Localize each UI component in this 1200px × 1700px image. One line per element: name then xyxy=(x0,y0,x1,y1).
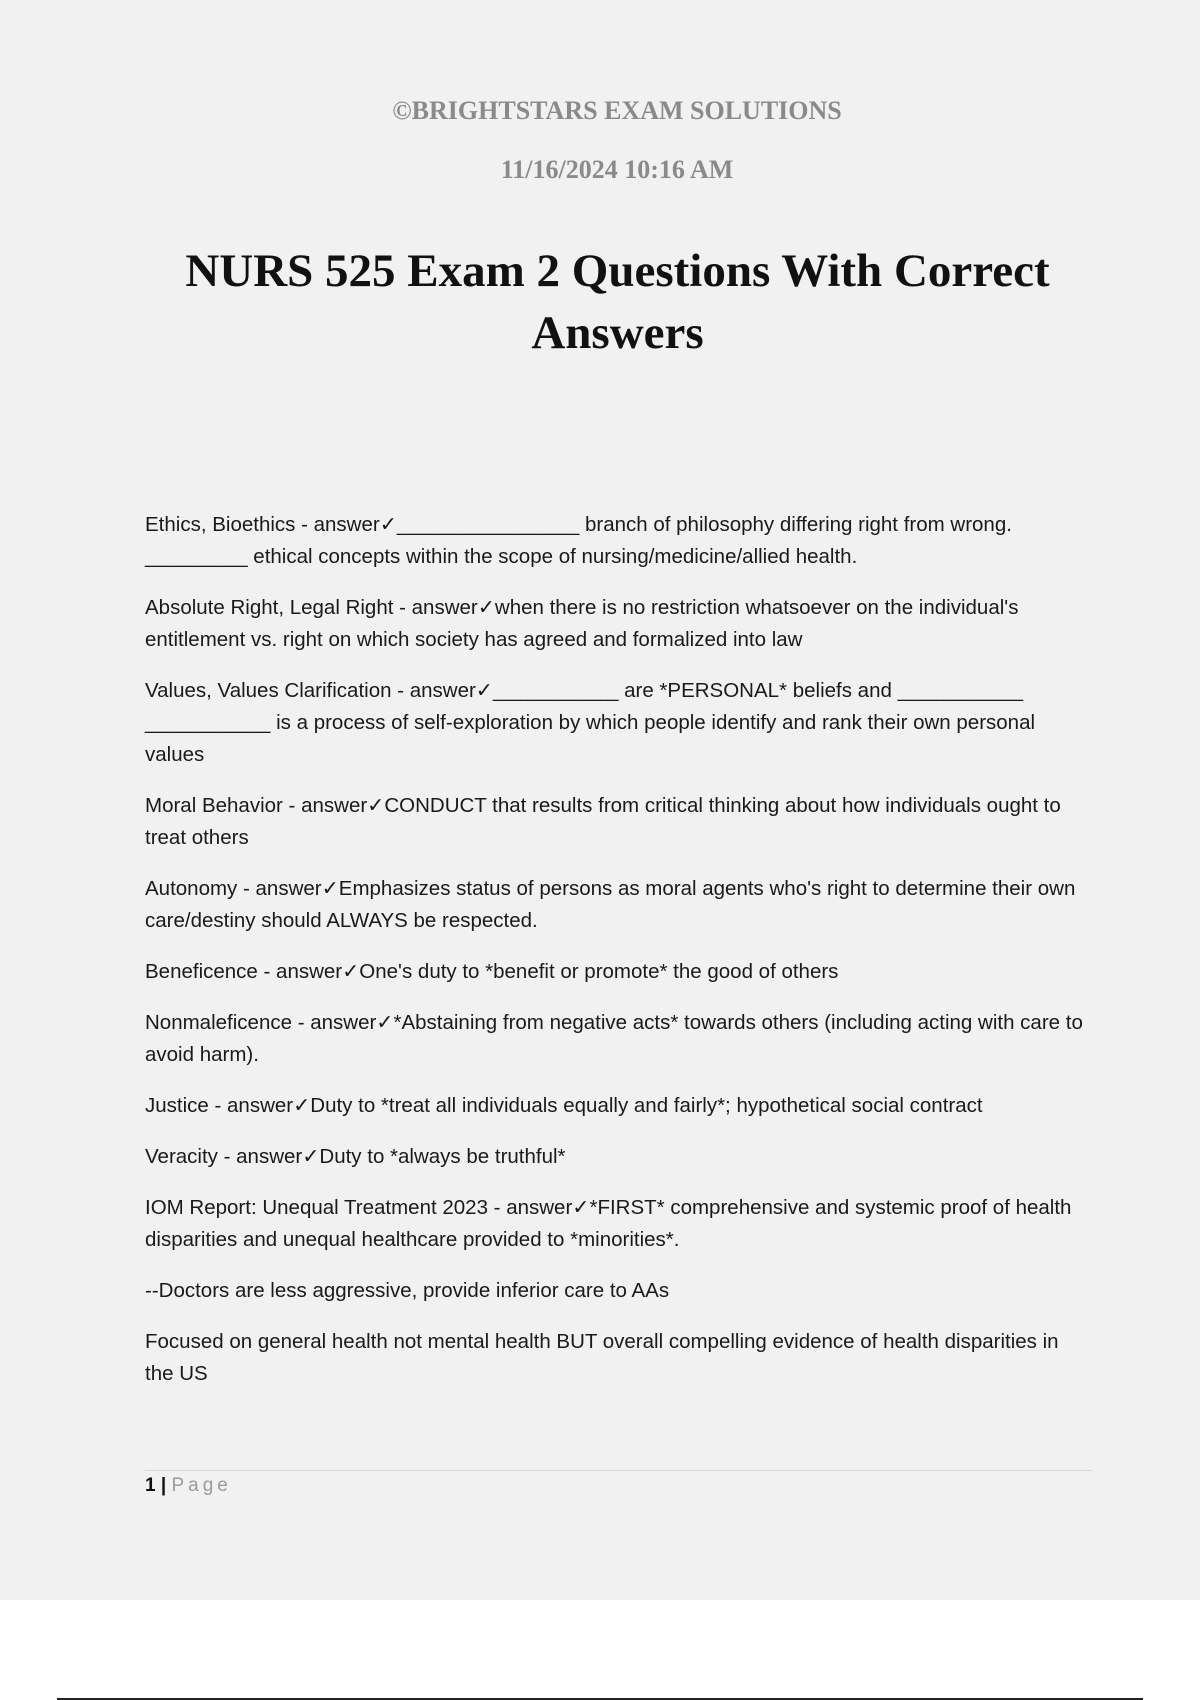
page-label: Page xyxy=(171,1475,232,1496)
page-footer xyxy=(145,1473,232,1499)
header-date: 11/16/2024 10:16 AM xyxy=(500,155,734,184)
page-separator: | xyxy=(160,1475,167,1496)
footer-divider xyxy=(145,1470,1092,1471)
qa-item-rights: Absolute Right, Legal Right - answer✓when there is no restriction whatsoever on the individual's entitlement vs. right on which society has agreed and formalized into law xyxy=(145,596,1019,651)
document-title: NURS 525 Exam 2 Questions With Correct Answers xyxy=(185,245,1050,359)
header-company: ©BRIGHTSTARS EXAM SOLUTIONS xyxy=(392,96,842,125)
qa-item-note-focus: Focused on general health not mental health BUT overall compelling evidence of health disparities in the US xyxy=(145,1330,1059,1385)
qa-item-beneficence: Beneficence - answer✓One's duty to *benefit or promote* the good of others xyxy=(145,960,839,983)
qa-item-values: Values, Values Clarification - answer✓___________ are *PERSONAL* beliefs and ___________ ___________ is a process of self-exploration by which people identify and rank their own personal values xyxy=(145,679,1036,766)
page-number: 1 xyxy=(145,1475,156,1496)
qa-item-nonmaleficence: Nonmaleficence - answer✓*Abstaining from negative acts* towards others (including acting with care to avoid harm). xyxy=(145,1011,1083,1066)
qa-item-veracity: Veracity - answer✓Duty to *always be truthful* xyxy=(145,1145,566,1168)
qa-item-ethics: Ethics, Bioethics - answer✓________________ branch of philosophy differing right from wrong. _________ ethical concepts within the scope of nursing/medicine/allied health. xyxy=(145,513,1012,568)
qa-list xyxy=(145,509,1090,1409)
qa-item-note-doctors: --Doctors are less aggressive, provide inferior care to AAs xyxy=(145,1279,670,1302)
qa-item-iom-report: IOM Report: Unequal Treatment 2023 - answer✓*FIRST* comprehensive and systemic proof of health disparities and unequal healthcare provided to *minorities*. xyxy=(145,1196,1072,1251)
qa-item-justice: Justice - answer✓Duty to *treat all individuals equally and fairly*; hypothetical social contract xyxy=(145,1094,983,1117)
qa-item-autonomy: Autonomy - answer✓Emphasizes status of persons as moral agents who's right to determine their own care/destiny should ALWAYS be respected. xyxy=(145,877,1076,932)
qa-item-moral-behavior: Moral Behavior - answer✓CONDUCT that results from critical thinking about how individuals ought to treat others xyxy=(145,794,1061,849)
